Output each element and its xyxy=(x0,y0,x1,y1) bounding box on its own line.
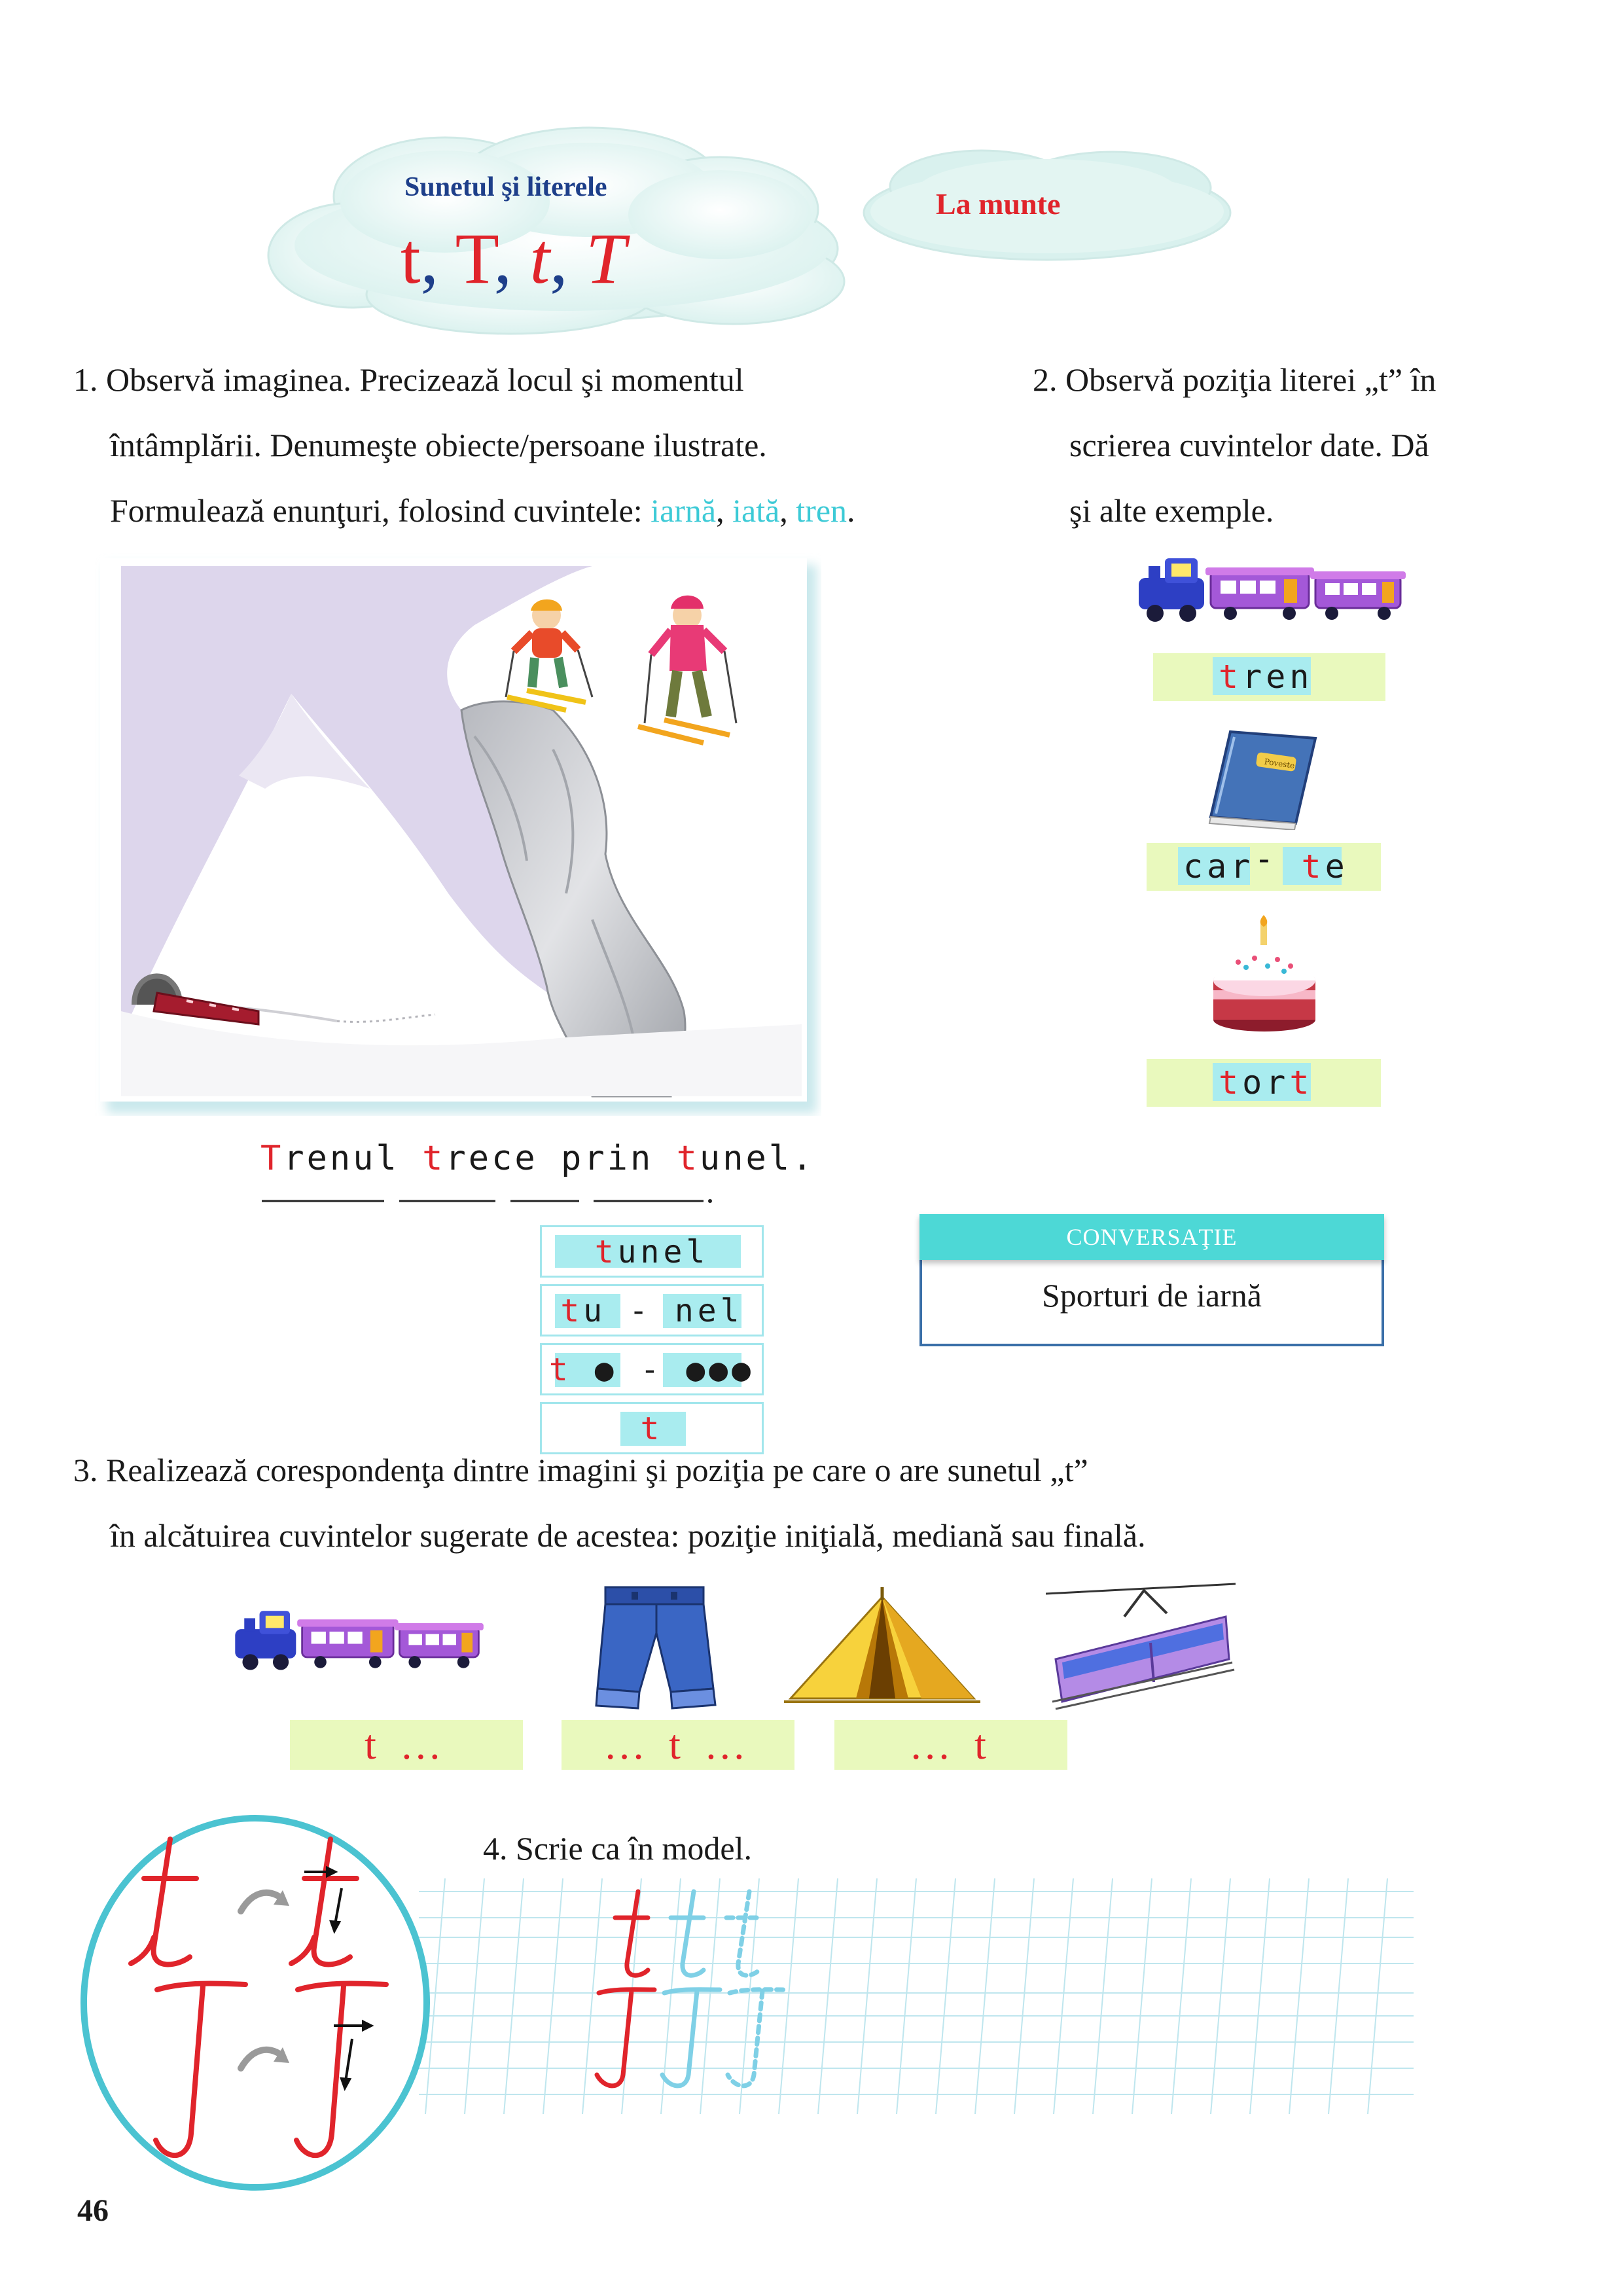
letter-print-upper: T xyxy=(455,219,494,298)
conversation-header-label: CONVERSAŢIE xyxy=(1066,1224,1238,1250)
ex2-text xyxy=(1033,347,1589,543)
ex1-line-3: Formulează enunţuri, folosind cuvintele: iarnă, iată, tren. xyxy=(110,492,855,529)
keyword-iata: iată xyxy=(732,492,780,529)
ex4-instruction: 4. Scrie ca în model. xyxy=(483,1830,752,1867)
tent-picture xyxy=(784,1584,980,1705)
letter-cursive-upper: T xyxy=(586,219,626,298)
syllable-row-dots: t ● - ●●● xyxy=(540,1343,764,1395)
ex1-line-2: întâmplării. Denumeşte obiecte/persoane ilustrate. xyxy=(110,427,767,463)
syllable-row-sound: t xyxy=(540,1402,764,1454)
letter-model-circle xyxy=(72,1806,438,2199)
header-letters: t, T, t, T xyxy=(401,219,626,298)
train-picture xyxy=(229,1597,491,1682)
ex1-line-1: 1. Observă imaginea. Precizează locul şi momentul xyxy=(73,361,744,398)
syllable-row-split: tu - nel xyxy=(540,1284,764,1336)
answer-box-final: … t xyxy=(834,1720,1067,1770)
ex1-text xyxy=(73,347,990,543)
ex3-text xyxy=(73,1437,1578,1568)
keyword-tren: tren xyxy=(796,492,847,529)
page-number: 46 xyxy=(77,2193,109,2228)
word-tren: tren xyxy=(1219,658,1313,696)
tram-picture xyxy=(1046,1581,1236,1712)
letter-print-lower: t xyxy=(401,219,421,298)
svg-text:Poveste: Poveste xyxy=(1263,757,1296,770)
ex2-line-2: scrierea cuvintelor date. Dă xyxy=(1069,427,1429,463)
ex2-line-1: 2. Observă poziţia literei „t” în xyxy=(1033,361,1436,398)
word-tort: tort xyxy=(1219,1064,1313,1102)
syllable-row-word: tunel xyxy=(540,1225,764,1278)
writing-grid xyxy=(419,1878,1414,2114)
example-sentence: Trenul trece prin tunel. xyxy=(260,1139,815,1178)
answer-box-initial: t … xyxy=(290,1720,523,1770)
trousers-picture xyxy=(592,1584,717,1712)
letter-cursive-lower: t xyxy=(529,219,550,298)
word-carte: car- te xyxy=(1183,840,1349,886)
book-icon xyxy=(1204,719,1322,830)
ex2-line-3: şi alte exemple. xyxy=(1069,492,1274,529)
winter-mountain-illustration xyxy=(95,553,821,1116)
keyword-iarna: iarnă xyxy=(651,492,717,529)
cake-icon xyxy=(1205,915,1323,1036)
ex3-line-2: în alcătuirea cuvintelor sugerate de acestea: poziţie iniţială, mediană sau finală. xyxy=(110,1517,1146,1554)
ex3-line-1: 3. Realizează corespondenţa dintre imagini şi poziţia pe care o are sunetul „t” xyxy=(73,1452,1088,1488)
conversation-topic: Sporturi de iarnă xyxy=(1041,1277,1262,1314)
train-icon xyxy=(1132,553,1414,625)
header-subtitle: Sunetul şi literele xyxy=(404,172,607,202)
lesson-title: La munte xyxy=(936,187,1061,221)
sentence-word-lines xyxy=(259,1194,717,1208)
answer-box-medial: … t … xyxy=(562,1720,794,1770)
